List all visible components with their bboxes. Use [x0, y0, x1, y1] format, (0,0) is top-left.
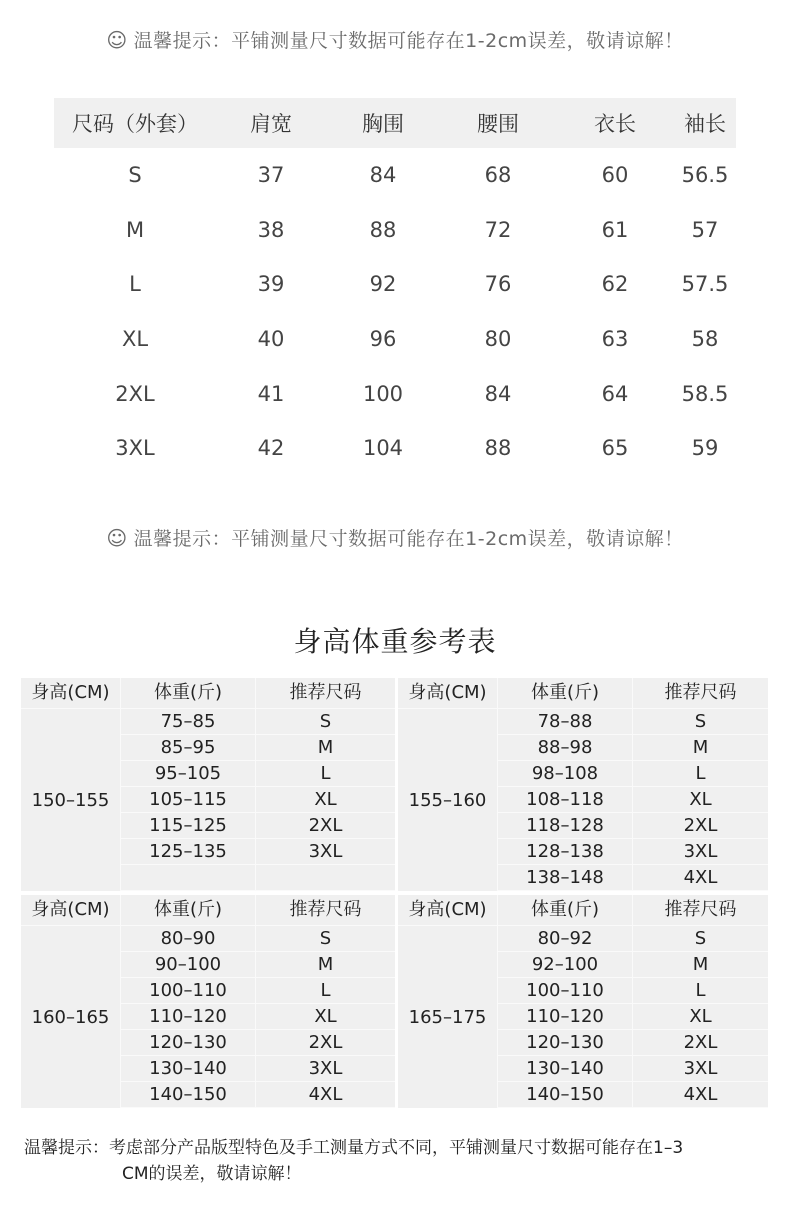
size-table-cell: 62: [601, 272, 629, 297]
size-table-header-cell: 尺码（外套）: [54, 98, 216, 148]
size-table-cell: 40: [257, 327, 285, 352]
size-table-header: [54, 98, 736, 148]
smile-icon: ☺: [106, 526, 128, 550]
weight-range-cell: 78–88: [498, 709, 633, 735]
hw-header-cell: 身高(CM): [398, 895, 498, 926]
weight-range-cell: 80–92: [498, 926, 633, 952]
weight-range-cell: 85–95: [121, 735, 256, 761]
weight-range-cell: 88–98: [498, 735, 633, 761]
hw-header-cell: 身高(CM): [21, 678, 121, 709]
size-table-cell: L: [129, 272, 141, 297]
recommended-size-cell: 2XL: [633, 813, 768, 839]
recommended-size-cell: L: [633, 761, 768, 787]
reference-table-title: 身高体重参考表: [293, 625, 497, 658]
weight-range-cell: 130–140: [121, 1056, 256, 1082]
size-table-cell: 57.5: [681, 272, 729, 297]
size-table-cell: 65: [601, 436, 629, 461]
hw-header-cell: 体重(斤): [498, 678, 633, 709]
recommended-size-cell: [256, 865, 395, 891]
weight-range-cell: 108–118: [498, 787, 633, 813]
tip-middle-text: 温馨提示：平铺测量尺寸数据可能存在1-2cm误差，敬请谅解！: [133, 528, 684, 550]
size-table-cell: 60: [601, 163, 629, 188]
table-row: [54, 148, 736, 203]
footer-label: 温馨提示：: [24, 1138, 109, 1158]
hw-header-row: [21, 678, 395, 709]
hw-header-cell: 推荐尺码: [633, 678, 768, 709]
table-row: [54, 257, 736, 312]
weight-range-cell: 100–110: [121, 978, 256, 1004]
table-row: [54, 366, 736, 421]
size-table-cell: M: [125, 217, 145, 242]
smile-icon: ☺: [106, 28, 128, 52]
table-row: [398, 926, 768, 952]
weight-range-cell: 120–130: [121, 1030, 256, 1056]
recommended-size-cell: 4XL: [256, 1082, 395, 1108]
footer-line2: CM的误差，敬请谅解！: [122, 1164, 302, 1184]
weight-range-cell: 75–85: [121, 709, 256, 735]
size-table-cell: 38: [257, 217, 285, 242]
table-row: [21, 709, 395, 735]
recommended-size-cell: XL: [256, 1004, 395, 1030]
size-table-cell: 104: [362, 436, 404, 461]
tip-middle: [0, 524, 790, 551]
height-range-cell: 165–175: [398, 926, 498, 1108]
size-table-cell: 61: [601, 217, 629, 242]
weight-range-cell: 115–125: [121, 813, 256, 839]
size-table-cell: 39: [257, 272, 285, 297]
recommended-size-cell: XL: [633, 787, 768, 813]
footer-line1: 考虑部分产品版型特色及手工测量方式不同，平铺测量尺寸数据可能存在1–3: [109, 1138, 684, 1158]
size-table-cell: S: [128, 163, 142, 188]
hw-header-cell: 推荐尺码: [256, 678, 395, 709]
recommended-size-cell: S: [256, 926, 395, 952]
recommended-size-cell: 3XL: [256, 839, 395, 865]
recommended-size-cell: S: [256, 709, 395, 735]
weight-range-cell: 105–115: [121, 787, 256, 813]
weight-range-cell: 118–128: [498, 813, 633, 839]
weight-range-cell: 140–150: [498, 1082, 633, 1108]
weight-range-cell: 130–140: [498, 1056, 633, 1082]
hw-header-cell: 体重(斤): [121, 895, 256, 926]
size-table-cell: 59: [691, 436, 719, 461]
size-table-header-cell: 肩宽: [216, 98, 326, 148]
size-table-header-cell: 腰围: [440, 98, 556, 148]
size-table-cell: 63: [601, 327, 629, 352]
recommended-size-cell: 4XL: [633, 1082, 768, 1108]
weight-range-cell: 140–150: [121, 1082, 256, 1108]
recommended-size-cell: 3XL: [633, 839, 768, 865]
size-table-cell: 58.5: [681, 381, 729, 406]
hw-header-cell: 体重(斤): [121, 678, 256, 709]
hw-header-cell: 身高(CM): [398, 678, 498, 709]
weight-range-cell: 92–100: [498, 952, 633, 978]
height-weight-table: [21, 678, 395, 891]
tip-top: [0, 26, 790, 53]
size-table-cell: 100: [362, 381, 404, 406]
recommended-size-cell: S: [633, 926, 768, 952]
recommended-size-cell: L: [256, 761, 395, 787]
size-table-cell: 92: [369, 272, 397, 297]
size-table-cell: 57: [691, 217, 719, 242]
hw-header-row: [21, 895, 395, 926]
recommended-size-cell: 2XL: [633, 1030, 768, 1056]
size-table-cell: 2XL: [115, 381, 155, 406]
size-table-cell: 42: [257, 436, 285, 461]
recommended-size-cell: L: [633, 978, 768, 1004]
hw-header-cell: 体重(斤): [498, 895, 633, 926]
height-weight-table: [398, 678, 768, 891]
hw-header-cell: 推荐尺码: [633, 895, 768, 926]
recommended-size-cell: M: [633, 735, 768, 761]
table-row: [54, 312, 736, 367]
weight-range-cell: 120–130: [498, 1030, 633, 1056]
table-row: [398, 709, 768, 735]
size-table-cell: 3XL: [115, 436, 155, 461]
size-table-cell: 37: [257, 163, 285, 188]
size-table-cell: 68: [484, 163, 512, 188]
size-table-cell: 72: [484, 217, 512, 242]
weight-range-cell: 138–148: [498, 865, 633, 891]
weight-range-cell: 98–108: [498, 761, 633, 787]
weight-range-cell: [121, 865, 256, 891]
size-table-header-cell: 衣长: [556, 98, 674, 148]
size-table-header-cell: 胸围: [326, 98, 440, 148]
size-table-cell: 64: [601, 381, 629, 406]
recommended-size-cell: 3XL: [256, 1056, 395, 1082]
recommended-size-cell: L: [256, 978, 395, 1004]
hw-header-cell: 身高(CM): [21, 895, 121, 926]
height-weight-table: [21, 895, 395, 1108]
height-range-cell: 155–160: [398, 709, 498, 891]
recommended-size-cell: 2XL: [256, 813, 395, 839]
recommended-size-cell: 3XL: [633, 1056, 768, 1082]
height-range-cell: 150–155: [21, 709, 121, 891]
weight-range-cell: 80–90: [121, 926, 256, 952]
hw-header-row: [398, 678, 768, 709]
recommended-size-cell: M: [256, 952, 395, 978]
weight-range-cell: 100–110: [498, 978, 633, 1004]
recommended-size-cell: M: [256, 735, 395, 761]
tip-top-text: 温馨提示：平铺测量尺寸数据可能存在1-2cm误差，敬请谅解！: [133, 30, 684, 52]
size-table-cell: 41: [257, 381, 285, 406]
table-row: [21, 926, 395, 952]
recommended-size-cell: XL: [633, 1004, 768, 1030]
weight-range-cell: 110–120: [121, 1004, 256, 1030]
weight-range-cell: 125–135: [121, 839, 256, 865]
size-table-cell: 88: [369, 217, 397, 242]
hw-header-row: [398, 895, 768, 926]
size-table-cell: 56.5: [681, 163, 729, 188]
recommended-size-cell: M: [633, 952, 768, 978]
weight-range-cell: 95–105: [121, 761, 256, 787]
recommended-size-cell: XL: [256, 787, 395, 813]
table-row: [54, 421, 736, 476]
hw-header-cell: 推荐尺码: [256, 895, 395, 926]
recommended-size-cell: 2XL: [256, 1030, 395, 1056]
size-table-cell: 96: [369, 327, 397, 352]
size-table-cell: 76: [484, 272, 512, 297]
size-table-cell: 84: [484, 381, 512, 406]
size-table-cell: 58: [691, 327, 719, 352]
height-weight-table: [398, 895, 768, 1108]
size-table-cell: 80: [484, 327, 512, 352]
table-row: [54, 203, 736, 258]
footer-note: [24, 1135, 784, 1187]
weight-range-cell: 90–100: [121, 952, 256, 978]
size-table: [54, 98, 736, 476]
size-table-cell: 84: [369, 163, 397, 188]
weight-range-cell: 110–120: [498, 1004, 633, 1030]
size-table-cell: 88: [484, 436, 512, 461]
recommended-size-cell: 4XL: [633, 865, 768, 891]
weight-range-cell: 128–138: [498, 839, 633, 865]
size-table-cell: XL: [121, 327, 149, 352]
height-range-cell: 160–165: [21, 926, 121, 1108]
size-table-header-cell: 袖长: [674, 98, 736, 148]
recommended-size-cell: S: [633, 709, 768, 735]
